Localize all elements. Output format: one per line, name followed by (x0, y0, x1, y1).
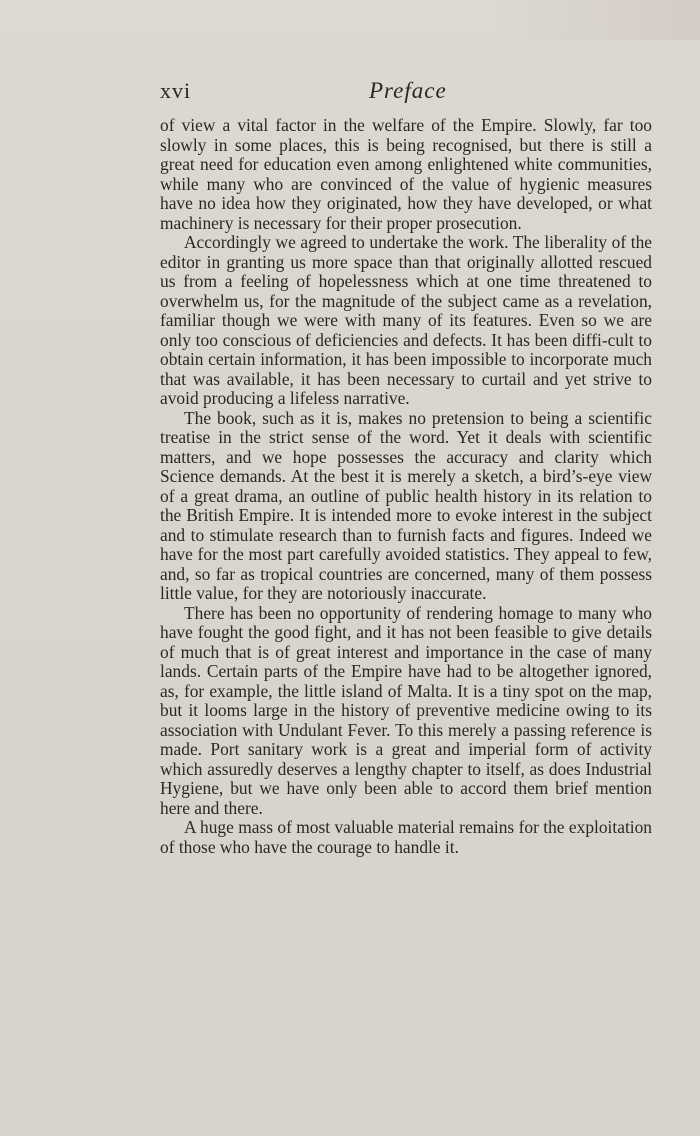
page-edge-discoloration (500, 0, 700, 40)
page-header (160, 78, 652, 112)
paragraph: Accordingly we agreed to undertake the work. The liberality of the editor in granting us more space than that originally allotted rescued us from a feeling of hopelessness which at one time threatened to overwhelm us, for the magnitude of the subject came as a revelation, familiar though we were with many of its features. Even so we are only too conscious of deficiencies and defects. It has been diffi-cult to obtain certain information, it has been impossible to incorporate much that was available, it has been necessary to curtail and yet strive to avoid producing a lifeless narrative. (160, 232, 652, 408)
page-number: xvi (160, 78, 192, 103)
paragraph-continuation: of view a vital factor in the welfare of the Empire. Slowly, far too slowly in some places, this is being recognised, but there is still a great need for education even among enlightened white communities, while many who are convinced of the value of hygienic measures have no idea how they originated, how they have developed, or what machinery is necessary for their proper prosecution. (160, 115, 652, 233)
paragraph: There has been no opportunity of rendering homage to many who have fought the good fight, and it has not been feasible to give details of much that is of great interest and importance in the case of many lands. Certain parts of the Empire have had to be altogether ignored, as, for example, the little island of Malta. It is a tiny spot on the map, but it looms large in the history of preventive medicine owing to its association with Undulant Fever. To this merely a passing reference is made. Port sanitary work is a great and imperial form of activity which assuredly deserves a lengthy chapter to itself, as does Industrial Hygiene, but we have only been able to accord them brief mention here and there. (160, 602, 652, 818)
paragraph: A huge mass of most valuable material remains for the exploitation of those who have the courage to handle it. (160, 817, 652, 857)
body-text (160, 116, 652, 857)
paragraph: The book, such as it is, makes no pretension to being a scientific treatise in the strict sense of the word. Yet it deals with scientific matters, and we hope possesses the accuracy and clarity which Science demands. At the best it is merely a sketch, a bird’s-eye view of a great drama, an outline of public health history in its relation to the British Empire. It is intended more to evoke interest in the subject and to stimulate research than to furnish facts and figures. Indeed we have for the most part carefully avoided statistics. They appeal to few, and, so far as tropical countries are concerned, many of them possess little value, for they are notoriously inaccurate. (160, 407, 652, 603)
running-title: Preface (369, 78, 447, 103)
